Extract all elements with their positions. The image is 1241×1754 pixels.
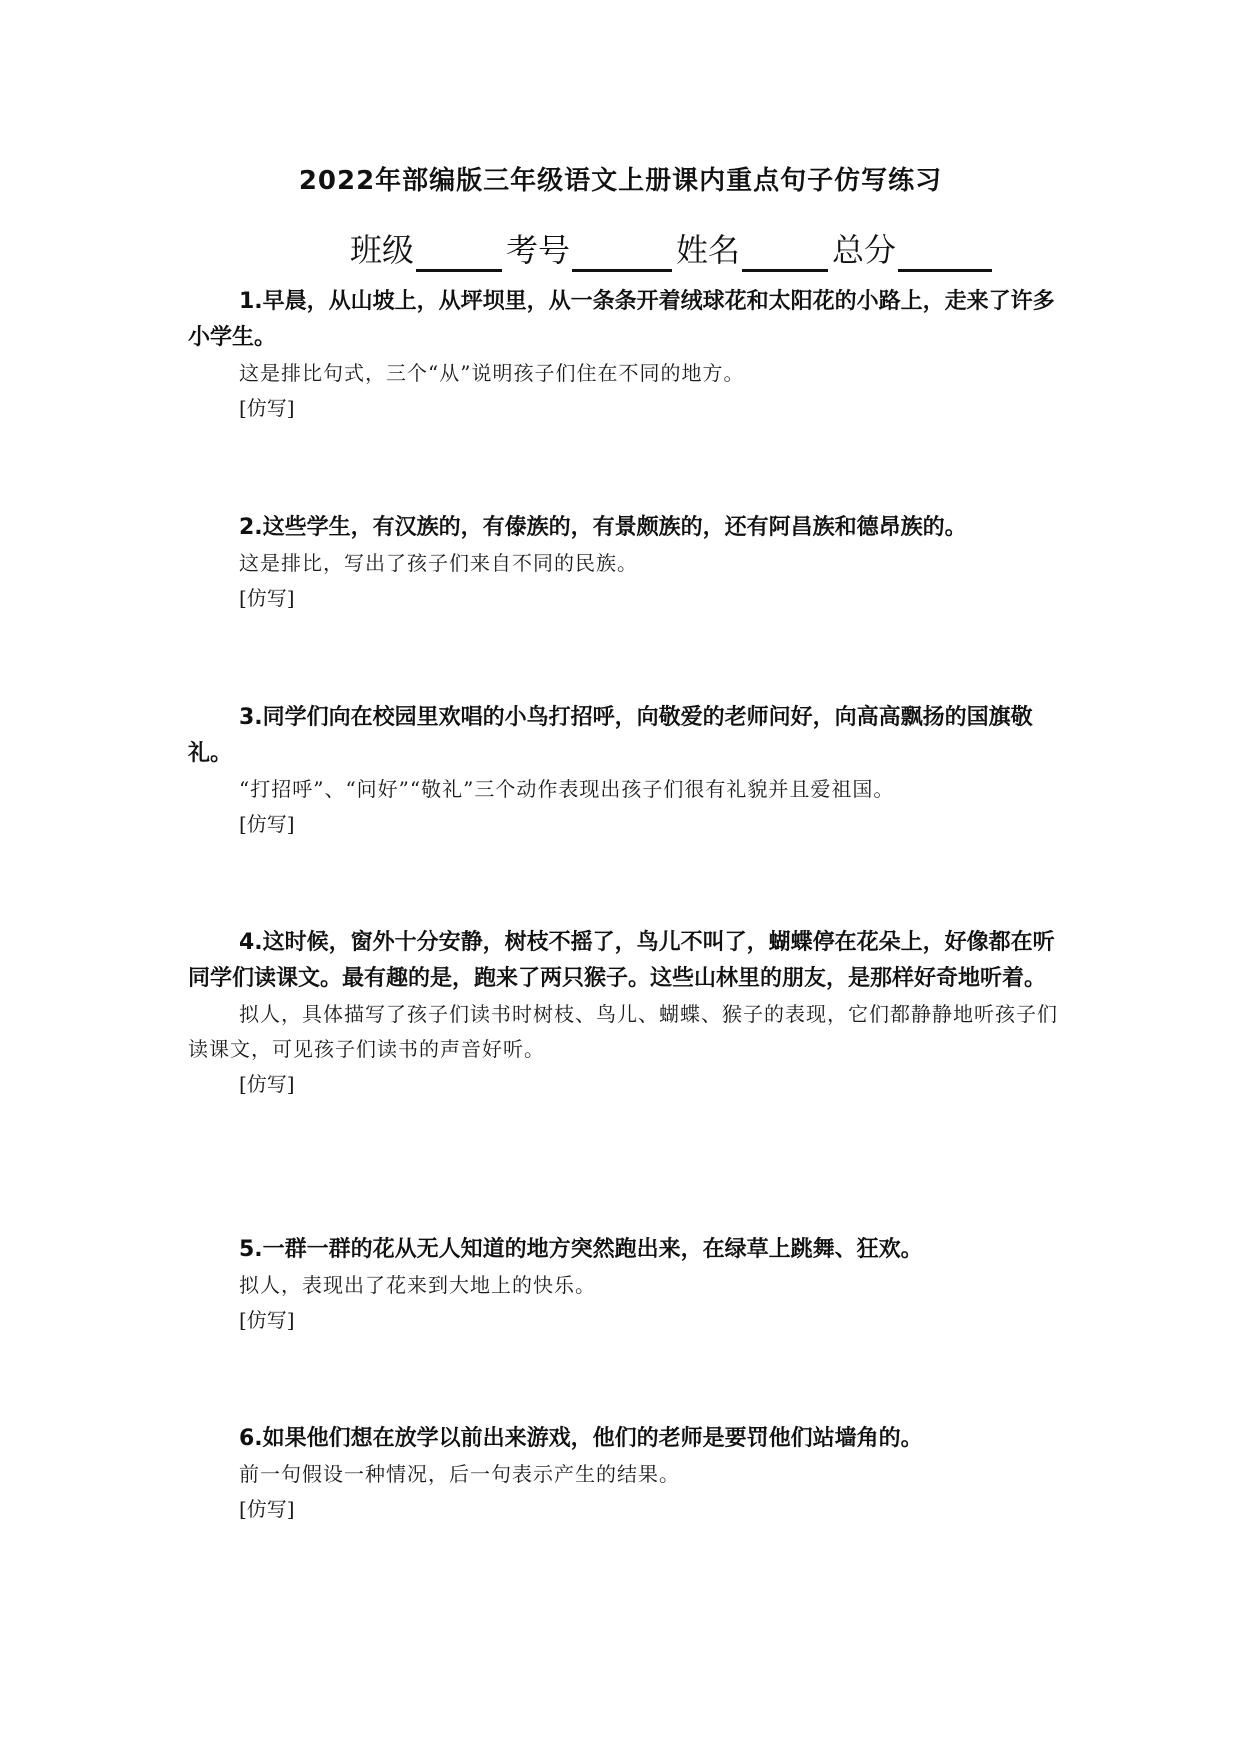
imitation-prompt: [仿写] (239, 812, 295, 836)
name-label: 姓名 (676, 231, 741, 269)
question-4 (188, 925, 1068, 1102)
class-label: 班级 (350, 231, 415, 269)
question-note: 这是排比，写出了孩子们来自不同的民族。 (239, 551, 638, 575)
question-text: 2.这些学生，有汉族的，有傣族的，有景颇族的，还有阿昌族和德昂族的。 (239, 515, 967, 540)
question-2 (188, 510, 1068, 616)
question-text: 6.如果他们想在放学以前出来游戏，他们的老师是要罚他们站墙角的。 (239, 1426, 923, 1451)
score-blank[interactable] (898, 229, 992, 272)
question-text: 1.早晨，从山坡上，从坪坝里，从一条条开着绒球花和太阳花的小路上，走来了许多小学生。 (188, 289, 1055, 350)
imitation-prompt: [仿写] (239, 396, 295, 420)
question-text: 5.一群一群的花从无人知道的地方突然跑出来，在绿草上跳舞、狂欢。 (239, 1237, 923, 1262)
question-note: 拟人，表现出了花来到大地上的快乐。 (239, 1273, 596, 1297)
question-text: 4.这时候，窗外十分安静，树枝不摇了，鸟儿不叫了，蝴蝶停在花朵上，好像都在听同学们读课文。最有趣的是，跑来了两只猴子。这些山林里的朋友，是那样好奇地听着。 (188, 930, 1055, 991)
page-title: 2022年部编版三年级语文上册课内重点句子仿写练习 (298, 166, 943, 196)
question-note: 前一句假设一种情况，后一句表示产生的结果。 (239, 1462, 680, 1486)
question-note: “打招呼”、“问好”“敬礼”三个动作表现出孩子们很有礼貌并且爱祖国。 (239, 777, 895, 801)
imitation-prompt: [仿写] (239, 1308, 295, 1332)
imitation-prompt: [仿写] (239, 586, 295, 610)
imitation-prompt: [仿写] (239, 1497, 295, 1521)
student-info-row (350, 228, 996, 272)
question-note: 拟人，具体描写了孩子们读书时树枝、鸟儿、蝴蝶、猴子的表现，它们都静静地听孩子们读课文，可见孩子们读书的声音好听。 (188, 1002, 1058, 1061)
question-5 (188, 1232, 1068, 1338)
exam-number-field (506, 228, 676, 272)
question-text: 3.同学们向在校园里欢唱的小鸟打招呼，向敬爱的老师问好，向高高飘扬的国旗敬礼。 (188, 705, 1033, 766)
question-1 (188, 284, 1068, 426)
imitation-prompt: [仿写] (239, 1072, 295, 1096)
exam-number-blank[interactable] (572, 229, 672, 272)
score-field (832, 228, 996, 272)
question-note: 这是排比句式，三个“从”说明孩子们住在不同的地方。 (239, 361, 745, 385)
class-blank[interactable] (416, 229, 502, 272)
name-field (676, 228, 832, 272)
question-6 (188, 1421, 1068, 1527)
exam-number-label: 考号 (506, 231, 571, 269)
name-blank[interactable] (742, 229, 828, 272)
score-label: 总分 (832, 231, 897, 269)
question-3 (188, 700, 1068, 842)
class-field (350, 228, 506, 272)
